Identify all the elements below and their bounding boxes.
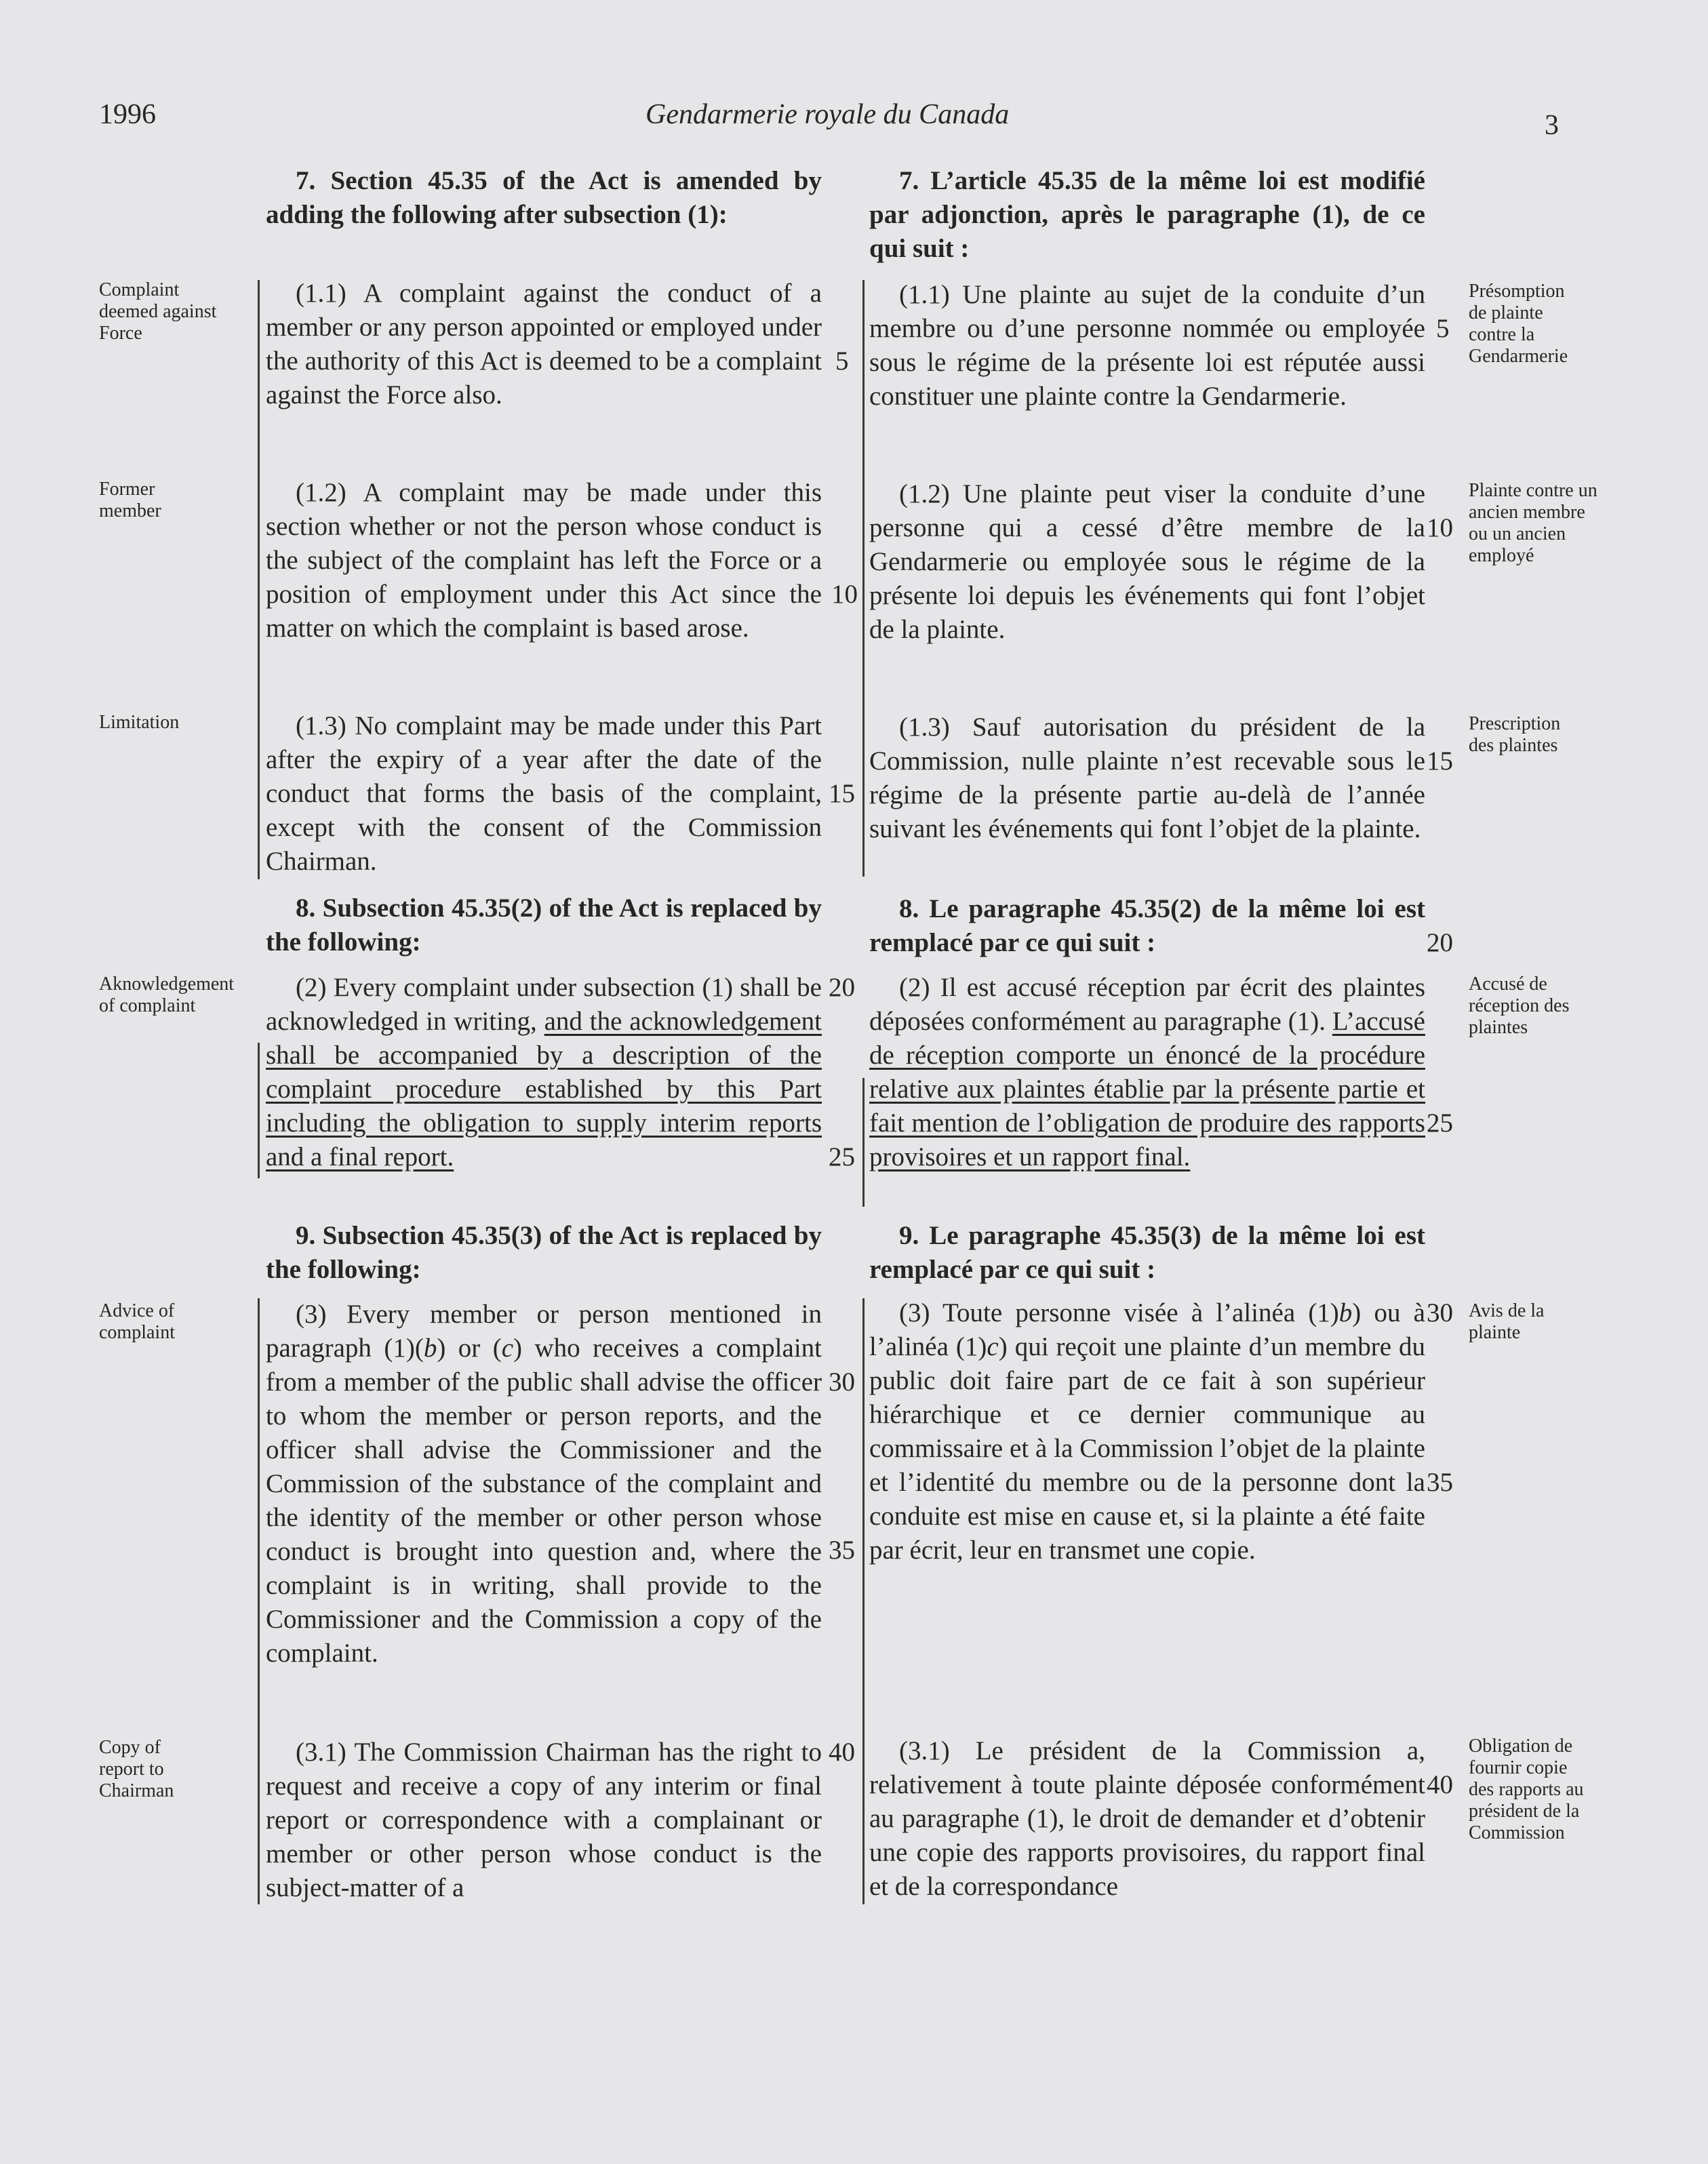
paragraph-3-fr: (3) Toute personne visée à l’alinéa (1)b) ou à l’alinéa (1)c) qui reçoit une plainte d’un membre du public doit faire part de ce fait à son supérieur hiérarchique et ce dernier communique au commissaire et à la Commission l’objet de la plainte et l’identité du membre ou de la personne dont la conduite est mise en cause et, si la plainte a été faite par écrit, leur en transmet une copie. xyxy=(869,1298,1425,1565)
line-number: 40 xyxy=(829,1738,855,1767)
line-number: 30 xyxy=(1427,1298,1453,1327)
paragraph-3-1-en: (3.1) The Commission Chairman has the right to request and receive a copy of any interim or final report or correspondence with a complainant or member or other person whose conduct is the subject-matter of a xyxy=(266,1738,822,1902)
line-number: 20 xyxy=(1427,928,1453,957)
column-rule xyxy=(862,1078,865,1207)
line-number: 35 xyxy=(1427,1468,1453,1497)
line-number: 30 xyxy=(829,1367,855,1397)
year: 1996 xyxy=(99,99,156,130)
line-number: 15 xyxy=(829,779,855,808)
column-rule xyxy=(258,1043,260,1178)
margin-note-limitation: Limitation xyxy=(99,712,180,733)
margin-note-avis: Avis de la plainte xyxy=(1469,1300,1545,1343)
margin-note-accuse: Accusé de réception des plaintes xyxy=(1469,974,1570,1038)
margin-note-ancien-membre: Plainte contre un ancien membre ou un ancien employé xyxy=(1469,480,1597,566)
section-7-heading-fr: 7. L’article 45.35 de la même loi est modifié par adjonction, après le paragraphe (1), de ce qui suit : xyxy=(869,166,1425,263)
line-number: 10 xyxy=(831,580,858,609)
paragraph-1-2-en: (1.2) A complaint may be made under this section whether or not the person whose conduct is the subject of the complaint has left the Force or a position of employment under this Act since the matter on which the complaint is based arose. xyxy=(266,478,822,643)
section-9-heading-en: 9. Subsection 45.35(3) of the Act is replaced by the following: xyxy=(266,1221,822,1284)
line-number: 25 xyxy=(829,1142,855,1171)
section-7-heading-en: 7. Section 45.35 of the Act is amended by adding the following after subsection (1): xyxy=(266,166,822,229)
running-title: Gendarmerie royale du Canada xyxy=(646,99,1010,130)
paragraph-1-2-fr: (1.2) Une plainte peut viser la conduite d’une personne qui a cessé d’être membre de la Gendarmerie ou employée sous le régime de la présente loi depuis les événements qui font l’objet de la plainte. xyxy=(869,479,1425,644)
margin-note-complaint-deemed: Complaint deemed against Force xyxy=(99,279,217,344)
column-rule xyxy=(862,1298,865,1904)
line-number: 35 xyxy=(829,1536,855,1565)
line-number: 20 xyxy=(829,973,855,1002)
paragraph-1-1-en: (1.1) A complaint against the conduct of a member or any person appointed or employed under the authority of this Act is deemed to be a complaint against the Force also. xyxy=(266,279,822,409)
line-number: 40 xyxy=(1427,1770,1453,1799)
line-number: 25 xyxy=(1427,1108,1453,1138)
section-9-heading-fr: 9. Le paragraphe 45.35(3) de la même loi est remplacé par ce qui suit : xyxy=(869,1221,1425,1284)
margin-note-former-member: Former member xyxy=(99,479,161,521)
paragraph-1-3-en: (1.3) No complaint may be made under this Part after the expiry of a year after the date of the conduct that forms the basis of the complaint, except with the consent of the Commission Chairman. xyxy=(266,711,822,876)
paragraph-1-1-fr: (1.1) Une plainte au sujet de la conduite d’un membre ou d’une personne nommée ou employée sous le régime de la présente loi est réputée aussi constituer une plainte contre la Gendarmerie. xyxy=(869,280,1425,411)
margin-note-presomption: Présomption de plainte contre la Gendarmerie xyxy=(1469,281,1568,367)
paragraph-3-en: (3) Every member or person mentioned in paragraph (1)(b) or (c) who receives a complaint from a member of the public shall advise the officer to whom the member or person reports, and the officer shall advise the Commissioner and the Commission of the substance of the complaint and the identity of the member or other person whose conduct is brought into question and, where the complaint is in writing, shall provide to the Commissioner and the Commission a copy of the complaint. xyxy=(266,1300,822,1668)
page-number: 3 xyxy=(1545,110,1559,141)
line-number: 5 xyxy=(835,346,849,376)
paragraph-2-en: (2) Every complaint under subsection (1) shall be acknowledged in writing, and the acknowledgement shall be accompanied by a description of the complaint procedure established by this Part including the obligation to supply interim reports and a final report. xyxy=(266,973,822,1171)
column-rule xyxy=(862,280,865,877)
section-8-heading-en: 8. Subsection 45.35(2) of the Act is replaced by the following: xyxy=(266,894,822,957)
margin-note-acknowledgement: Aknowledgement of complaint xyxy=(99,974,235,1016)
margin-note-copy-report: Copy of report to Chairman xyxy=(99,1737,174,1801)
line-number: 10 xyxy=(1427,513,1453,542)
paragraph-1-3-fr: (1.3) Sauf autorisation du président de la Commission, nulle plainte n’est recevable sous le régime de la présente partie au-delà de l’année suivant les événements qui font l’objet de la plainte. xyxy=(869,713,1425,843)
line-number: 5 xyxy=(1436,314,1450,343)
paragraph-3-1-fr: (3.1) Le président de la Commission a, relativement à toute plainte déposée conformément au paragraphe (1), le droit de demander et d’obtenir une copie des rapports provisoires, du rapport final et de la correspondance xyxy=(869,1736,1425,1901)
column-rule xyxy=(258,1298,260,1904)
margin-note-obligation: Obligation de fournir copie des rapports au président de la Commission xyxy=(1469,1736,1584,1843)
column-rule xyxy=(258,280,260,879)
margin-note-prescription: Prescription des plaintes xyxy=(1469,713,1561,756)
paragraph-2-fr: (2) Il est accusé réception par écrit des plaintes déposées conformément au paragraphe (1). L’accusé de réception comporte un énoncé de la procédure relative aux plaintes établie par la présente partie et fait mention de l’obligation de produire des rapports provisoires et un rapport final. xyxy=(869,973,1425,1171)
margin-note-advice: Advice of complaint xyxy=(99,1300,175,1343)
line-number: 15 xyxy=(1427,746,1453,776)
section-8-heading-fr: 8. Le paragraphe 45.35(2) de la même loi est remplacé par ce qui suit : xyxy=(869,894,1425,957)
